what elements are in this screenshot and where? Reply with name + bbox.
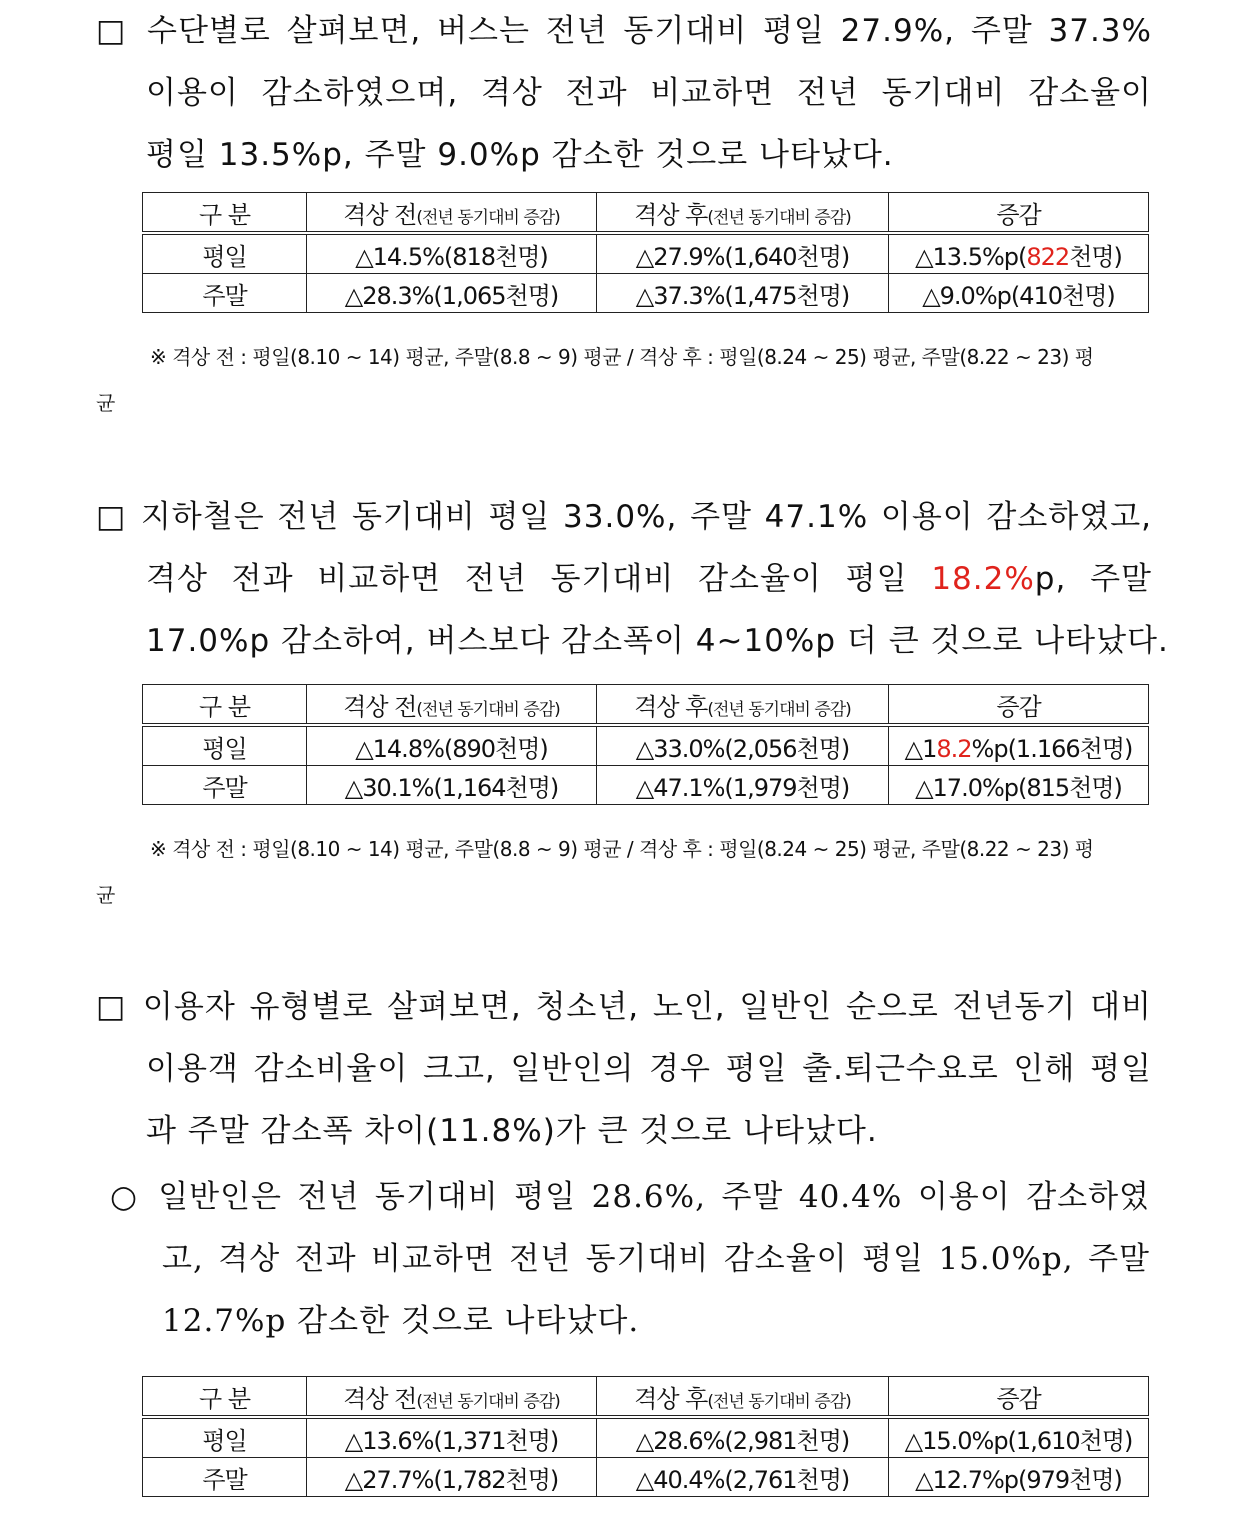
cell-before: △30.1%(1,164천명) (307, 766, 597, 805)
cell-change: △17.0%p(815천명) (889, 766, 1149, 805)
table-header-row (143, 193, 1149, 234)
row-label: 평일 (143, 1417, 307, 1458)
row-label: 주말 (143, 1458, 307, 1497)
paragraph-line: 이용이 감소하였으며, 격상 전과 비교하면 전년 동기대비 감소율이 (146, 75, 1152, 111)
cell-after: △28.6%(2,981천명) (597, 1417, 889, 1458)
paragraph-line: 고, 격상 전과 비교하면 전년 동기대비 감소율이 평일 15.0%p, 주말 (162, 1241, 1150, 1277)
header-change: 증감 (889, 1377, 1149, 1418)
cell-before: △14.8%(890천명) (307, 725, 597, 766)
table-row (143, 1417, 1149, 1458)
paragraph-line: 이용객 감소비율이 크고, 일반인의 경우 평일 출.퇴근수요로 인해 평일 (146, 1051, 1152, 1087)
row-label: 주말 (143, 766, 307, 805)
header-after: 격상 후(전년 동기대비 증감) (597, 193, 889, 234)
subway-table (142, 684, 1149, 805)
header-change: 증감 (889, 685, 1149, 726)
cell-after: △27.9%(1,640천명) (597, 233, 889, 274)
header-before: 격상 전(전년 동기대비 증감) (307, 685, 597, 726)
paragraph-line: □ 이용자 유형별로 살펴보면, 청소년, 노인, 일반인 순으로 전년동기 대비 (96, 989, 1152, 1025)
cell-before: △28.3%(1,065천명) (307, 274, 597, 313)
cell-before: △13.6%(1,371천명) (307, 1417, 597, 1458)
paragraph-line: ○ 일반인은 전년 동기대비 평일 28.6%, 주말 40.4% 이용이 감소하였 (110, 1179, 1150, 1215)
user-type-paragraph (96, 976, 1152, 1162)
table-row (143, 233, 1149, 274)
subway-paragraph (96, 486, 1169, 672)
table-row (143, 725, 1149, 766)
row-label: 주말 (143, 274, 307, 313)
row-label: 평일 (143, 725, 307, 766)
cell-before: △27.7%(1,782천명) (307, 1458, 597, 1497)
header-after: 격상 후(전년 동기대비 증감) (597, 1377, 889, 1418)
cell-after: △33.0%(2,056천명) (597, 725, 889, 766)
table-header-row (143, 685, 1149, 726)
footnote: ※ 격상 전 : 평일(8.10 ~ 14) 평균, 주말(8.8 ~ 9) 평균 / 격상 후 : 평일(8.24 ~ 25) 평균, 주말(8.22 ~ 23) 평 균 (96, 345, 1094, 415)
header-before: 격상 전(전년 동기대비 증감) (307, 193, 597, 234)
bus-table (142, 192, 1149, 313)
cell-change: △18.2%p(1.166천명) (889, 725, 1149, 766)
cell-change: △13.5%p(822천명) (889, 233, 1149, 274)
cell-before: △14.5%(818천명) (307, 233, 597, 274)
footnote: ※ 격상 전 : 평일(8.10 ~ 14) 평균, 주말(8.8 ~ 9) 평균 / 격상 후 : 평일(8.24 ~ 25) 평균, 주말(8.22 ~ 23) 평 균 (96, 837, 1094, 907)
table-header-row (143, 1377, 1149, 1418)
table-row (143, 766, 1149, 805)
paragraph-line: □ 수단별로 살펴보면, 버스는 전년 동기대비 평일 27.9%, 주말 37.3% (96, 13, 1152, 49)
cell-change: △9.0%p(410천명) (889, 274, 1149, 313)
general-user-table (142, 1376, 1149, 1497)
row-label: 평일 (143, 233, 307, 274)
header-change: 증감 (889, 193, 1149, 234)
paragraph-line: 과 주말 감소폭 차이(11.8%)가 큰 것으로 나타났다. (146, 1113, 878, 1149)
paragraph-line: □ 지하철은 전년 동기대비 평일 33.0%, 주말 47.1% 이용이 감소하였고, (96, 499, 1152, 535)
table-row (143, 274, 1149, 313)
header-category: 구 분 (143, 685, 307, 726)
cell-after: △40.4%(2,761천명) (597, 1458, 889, 1497)
cell-after: △37.3%(1,475천명) (597, 274, 889, 313)
general-user-paragraph (110, 1166, 1150, 1352)
table-row (143, 1458, 1149, 1497)
header-category: 구 분 (143, 193, 307, 234)
cell-change: △12.7%p(979천명) (889, 1458, 1149, 1497)
header-after: 격상 후(전년 동기대비 증감) (597, 685, 889, 726)
cell-after: △47.1%(1,979천명) (597, 766, 889, 805)
header-category: 구 분 (143, 1377, 307, 1418)
cell-change: △15.0%p(1,610천명) (889, 1417, 1149, 1458)
paragraph-line: 12.7%p 감소한 것으로 나타났다. (162, 1303, 640, 1339)
header-before: 격상 전(전년 동기대비 증감) (307, 1377, 597, 1418)
paragraph-line: 17.0%p 감소하여, 버스보다 감소폭이 4~10%p 더 큰 것으로 나타났다. (146, 623, 1169, 659)
paragraph-line: 격상 전과 비교하면 전년 동기대비 감소율이 평일 18.2%p, 주말 (146, 561, 1152, 597)
bus-paragraph (96, 0, 1152, 186)
paragraph-line: 평일 13.5%p, 주말 9.0%p 감소한 것으로 나타났다. (146, 137, 894, 173)
